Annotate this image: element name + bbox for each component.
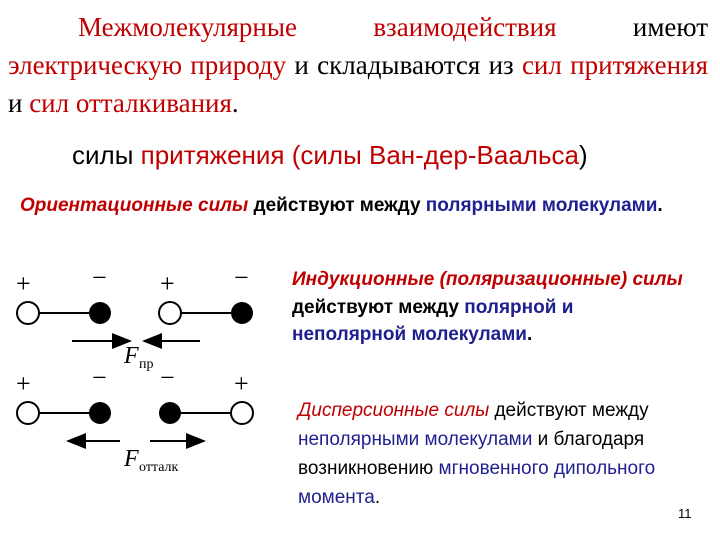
dispersion-text-1: действуют между (494, 400, 649, 421)
row1-sign-2: − (92, 263, 107, 292)
svg-text:F: F (124, 446, 139, 472)
intro-text-2: и складываются из (294, 50, 514, 80)
orientation-term: Ориентационные силы (20, 195, 249, 216)
page-number: 11 (678, 506, 692, 521)
dispersion-nonpolar: неполярными молекулами (298, 429, 533, 450)
induction-term: Индукционные (поляризационные) силы (292, 269, 683, 290)
orientation-forces-text (20, 192, 700, 219)
force-attraction-label (123, 343, 154, 372)
intro-term-repulsion: сил отталкивания (29, 88, 232, 118)
subheading-vdw (72, 138, 588, 172)
dispersion-forces-text (298, 396, 698, 512)
induction-molecules: полярной и неполярной молекулами (292, 296, 574, 345)
row1-sign-1: + (16, 269, 31, 298)
orientation-text: действуют между (253, 195, 421, 216)
force-repulsion-label (123, 446, 179, 475)
induction-period: . (526, 324, 533, 345)
intro-text-3: и (8, 88, 23, 118)
svg-text:F: F (124, 343, 139, 369)
intro-paragraph (8, 8, 708, 122)
row2-sign-2: − (92, 363, 107, 392)
orientation-polar: полярными молекулами (425, 195, 658, 216)
row1-molecule-left (17, 302, 111, 324)
row1-sign-3: + (160, 269, 175, 298)
induction-text: действуют между (292, 296, 459, 318)
induction-forces-text (292, 266, 692, 349)
orientation-period: . (657, 195, 663, 216)
dispersion-period: . (374, 487, 381, 508)
row2-molecule-left (17, 402, 111, 424)
row2-sign-1: + (16, 369, 31, 398)
subheading-word: силы (72, 140, 134, 170)
intro-period: . (231, 88, 239, 118)
intro-text-1: имеют (632, 12, 709, 42)
dispersion-term: Дисперсионные силы (298, 400, 490, 421)
dipole-diagram (0, 260, 280, 480)
intro-term-intermolecular: Межмолекулярные взаимодействия (78, 12, 557, 42)
subheading-term: притяжения (силы Ван-дер-Ваальса (140, 140, 579, 170)
intro-term-attraction: сил притяжения (521, 50, 708, 80)
subheading-close: ) (578, 140, 588, 170)
row1-molecule-right (159, 302, 253, 324)
row2-molecule-right (159, 402, 253, 424)
svg-text:отталк: отталк (139, 460, 179, 475)
row1-sign-4: − (234, 263, 249, 292)
row2-sign-3: − (160, 363, 175, 392)
row2-sign-4: + (234, 369, 249, 398)
dispersion-text-2: и благодаря возникновению (298, 429, 645, 479)
svg-text:пр: пр (139, 357, 154, 372)
dispersion-dipole: мгновенного дипольного момента (298, 458, 656, 508)
intro-term-electric: электрическую природу (8, 50, 287, 80)
